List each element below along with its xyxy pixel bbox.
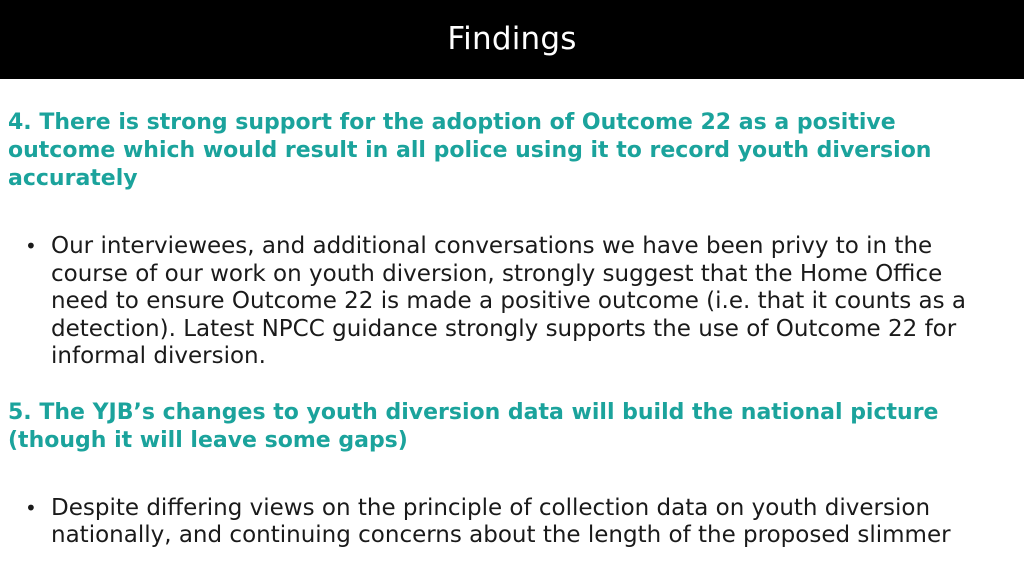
- slide-title: Findings: [447, 20, 577, 57]
- finding-5-bullet: [8, 495, 999, 550]
- title-bar: [0, 0, 1024, 79]
- bullet-icon: •: [25, 234, 37, 258]
- finding-4-heading: 4. There is strong support for the adoption of Outcome 22 as a positive outcome which would result in all police using it to record youth diversion accurately: [8, 110, 932, 191]
- finding-5-heading: 5. The YJB’s changes to youth diversion data will build the national picture (though it will leave some gaps): [8, 399, 939, 453]
- finding-5-bullets: [8, 495, 1008, 550]
- slide-content: [8, 109, 1008, 550]
- bullet-text: Our interviewees, and additional conversations we have been privy to in the course of our work on youth diversion, strongly suggest that the Home Office need to ensure Outcome 22 is made a positive outcome (i.e. that it counts as a detection). Latest NPCC guidance strongly supports the use of Outcome 22 for informal diversion.: [51, 233, 967, 369]
- bullet-icon: •: [25, 495, 37, 520]
- bullet-text: Despite differing views on the principle of collection data on youth diversion nationally, and continuing concerns about the length of the proposed slimmer: [51, 494, 951, 548]
- finding-4-bullets: [8, 233, 1008, 371]
- finding-4-bullet: [8, 233, 999, 371]
